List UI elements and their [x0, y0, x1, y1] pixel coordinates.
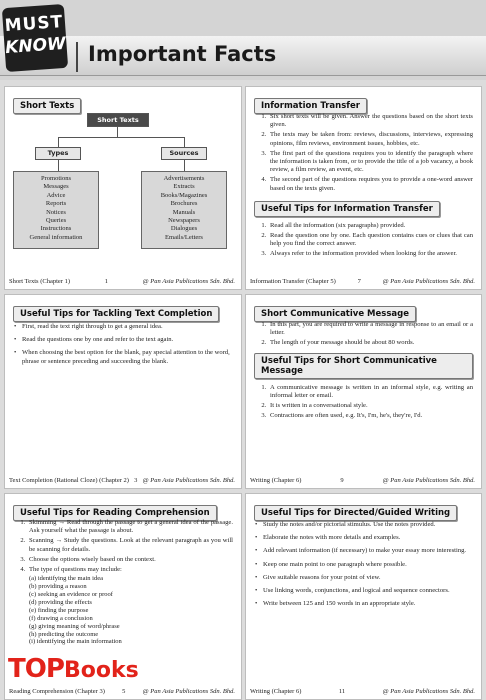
diagram-root-node: Short Texts	[87, 113, 149, 127]
sub-item: (i) identifying the main information	[29, 638, 122, 646]
connector-line	[58, 137, 184, 138]
list-item: • Study the notes and/or pictorial stimulus. Use the notes provided.	[254, 521, 473, 529]
page-header	[0, 0, 486, 80]
bullet-list	[254, 521, 473, 608]
list-item: Newspapers	[168, 217, 200, 225]
footer-chapter: Writing (Chapter 6)	[250, 477, 302, 484]
footer-page: 3	[134, 477, 138, 484]
list-item: 1. Read all the information (six paragraphs) provided.	[268, 222, 473, 230]
list-item: 3. The first part of the questions requires you to identify the paragraph where the information is taken from, or to provide the title of a job vacancy, a book review, a film review, an event, etc.	[268, 150, 473, 175]
card-subheading: Useful Tips for Information Transfer	[254, 201, 440, 217]
sources-node: Sources	[161, 147, 207, 160]
numbered-list	[254, 321, 473, 348]
footer-page: 1	[104, 278, 108, 285]
list-item: • Keep one main point to one paragraph where possible.	[254, 561, 473, 569]
list-item: 1. A communicative message is written in an informal style, e.g. writing an informal letter or email.	[268, 384, 473, 400]
list-item: 1. Six short texts will be given. Answer the questions based on the short texts given.	[268, 113, 473, 129]
card-information-transfer	[245, 86, 482, 290]
list-item: 3. Always refer to the information provided when looking for the answer.	[268, 250, 473, 258]
list-item: Promotions	[41, 175, 71, 182]
footer-page: 9	[340, 477, 344, 484]
sub-item: (a) identifying the main idea	[29, 575, 104, 583]
list-item: Queries	[45, 217, 67, 225]
must-know-badge	[2, 4, 68, 72]
topbooks-watermark	[8, 648, 160, 694]
numbered-list	[13, 519, 233, 646]
footer-publisher: @ Pan Asia Publications Sdn. Bhd.	[382, 278, 475, 285]
sub-list	[29, 575, 233, 646]
card-guided-writing	[245, 493, 482, 700]
types-node: Types	[35, 147, 81, 160]
list-item: Advertisements	[163, 175, 205, 182]
list-item: 2. It is written in a conversational style.	[268, 402, 473, 410]
list-item: 1. In this part, you are required to write a message in response to an email or a letter.	[268, 321, 473, 337]
footer-page: 5	[122, 688, 126, 695]
bullet-list	[13, 323, 233, 366]
watermark-books: Books	[64, 658, 139, 683]
list-item: Brochures	[170, 200, 198, 208]
tips-list	[254, 222, 473, 259]
card-heading: Useful Tips for Tackling Text Completion	[13, 306, 219, 322]
card-footer	[9, 278, 235, 285]
list-item: • Elaborate the notes with more details and examples.	[254, 534, 473, 542]
footer-chapter: Reading Comprehension (Chapter 3)	[9, 688, 105, 695]
list-item: 3. Choose the options wisely based on the context.	[27, 556, 233, 564]
connector-line	[58, 160, 59, 171]
footer-publisher: @ Pan Asia Publications Sdn. Bhd.	[382, 688, 475, 695]
sub-item: (d) providing the effects	[29, 598, 92, 606]
sub-item: (f) drawing a conclusion	[29, 614, 93, 622]
footer-page: 11	[338, 688, 346, 695]
list-item: • First, read the text right through to get a general idea.	[13, 323, 233, 331]
connector-line	[184, 160, 185, 171]
card-body	[13, 519, 233, 648]
list-item: Reports	[45, 200, 67, 208]
connector-line	[117, 127, 118, 137]
page-title: Important Facts	[88, 42, 277, 66]
footer-publisher: @ Pan Asia Publications Sdn. Bhd.	[382, 477, 475, 484]
list-item: • Give suitable reasons for your point of view.	[254, 574, 473, 582]
footer-page: 7	[357, 278, 361, 285]
list-item: 1. Skimming → Read through the passage to get a general idea of the passage. Ask yourself what the passage is about.	[27, 519, 233, 535]
connector-line	[58, 137, 59, 147]
list-item: Messages	[43, 183, 69, 191]
list-item: 3. Contractions are often used, e.g. It's, I'm, he's, they're, I'd.	[268, 412, 473, 420]
sub-item: (g) giving meaning of word/phrase	[29, 622, 120, 630]
list-item: Advice	[46, 191, 66, 199]
sources-list	[141, 171, 227, 249]
card-short-texts	[4, 86, 242, 290]
watermark-top: TOP	[8, 654, 64, 684]
list-item: 2. Read the question one by one. Each question contains cues or clues that can help you find the correct answer.	[268, 232, 473, 248]
card-body	[254, 321, 473, 422]
card-footer	[250, 477, 475, 484]
connector-line	[184, 137, 185, 147]
list-item	[27, 566, 233, 646]
list-item: Instructions	[40, 225, 72, 233]
tips-list	[254, 384, 473, 421]
list-item: • When choosing the best option for the blank, pay special attention to the word, phrase or sentence preceding and succeeding the blank.	[13, 349, 233, 365]
card-short-communicative-message	[245, 294, 482, 489]
list-item: • Add relevant information (if necessary) to make your essay more interesting.	[254, 547, 473, 555]
sub-item: (h) predicting the outcome	[29, 630, 99, 638]
card-body	[13, 323, 233, 371]
list-item: Emails/Letters	[165, 233, 203, 241]
footer-chapter: Text Completion (Rational Cloze) (Chapter 2)	[9, 477, 129, 484]
list-item: 2. The length of your message should be about 80 words.	[268, 339, 473, 347]
footer-chapter: Writing (Chapter 6)	[250, 688, 302, 695]
list-item: 4. The second part of the questions requires you to provide a one-word answer based on the texts given.	[268, 176, 473, 192]
footer-chapter: Information Transfer (Chapter 5)	[250, 278, 336, 285]
footer-publisher: @ Pan Asia Publications Sdn. Bhd.	[142, 477, 235, 484]
numbered-list	[254, 113, 473, 193]
card-footer	[250, 688, 475, 695]
sub-item: (c) seeking an evidence or proof	[29, 591, 113, 599]
footer-chapter: Short Texts (Chapter 1)	[9, 278, 70, 285]
list-item: 2. Scanning → Study the questions. Look at the relevant paragraph as you will be scanning for details.	[27, 537, 233, 553]
card-body	[254, 113, 473, 261]
sub-item: (b) providing a reason	[29, 583, 87, 591]
list-item: Notices	[46, 208, 66, 216]
card-footer	[250, 278, 475, 285]
sub-item: (e) finding the purpose	[29, 606, 89, 614]
list-item: Manuals	[172, 208, 196, 216]
card-body	[254, 521, 473, 613]
card-heading: Useful Tips for Directed/Guided Writing	[254, 505, 457, 521]
card-text-completion	[4, 294, 242, 489]
card-heading: Useful Tips for Reading Comprehension	[13, 505, 217, 521]
list-item: • Write between 125 and 150 words in an appropriate style.	[254, 600, 473, 608]
short-texts-diagram	[5, 87, 242, 290]
header-separator	[76, 42, 78, 72]
badge-top: MUST	[4, 12, 64, 37]
card-heading: Information Transfer	[254, 98, 367, 114]
list-item-text: The type of questions may include:	[29, 566, 122, 574]
footer-publisher: @ Pan Asia Publications Sdn. Bhd.	[142, 688, 235, 695]
list-item: Extracts	[173, 183, 195, 191]
list-item: 2. The texts may be taken from: reviews, discussions, interviews, expressing opinions, film reviews, environment issues, hobbies, etc.	[268, 131, 473, 147]
card-heading: Short Texts	[13, 98, 81, 114]
list-item: • Read the questions one by one and refer to the text again.	[13, 336, 233, 344]
card-subheading: Useful Tips for Short Communicative Message	[254, 353, 473, 379]
list-item: • Use linking words, conjunctions, and logical and sequence connectors.	[254, 587, 473, 595]
list-item: Dialogues	[170, 225, 198, 233]
footer-publisher: @ Pan Asia Publications Sdn. Bhd.	[142, 278, 235, 285]
card-footer	[9, 477, 235, 484]
types-list	[13, 171, 99, 249]
card-heading: Short Communicative Message	[254, 306, 416, 322]
badge-bottom: KNOW	[4, 33, 67, 59]
list-item: Books/Magazines	[160, 191, 208, 199]
list-item: General information	[29, 233, 83, 241]
